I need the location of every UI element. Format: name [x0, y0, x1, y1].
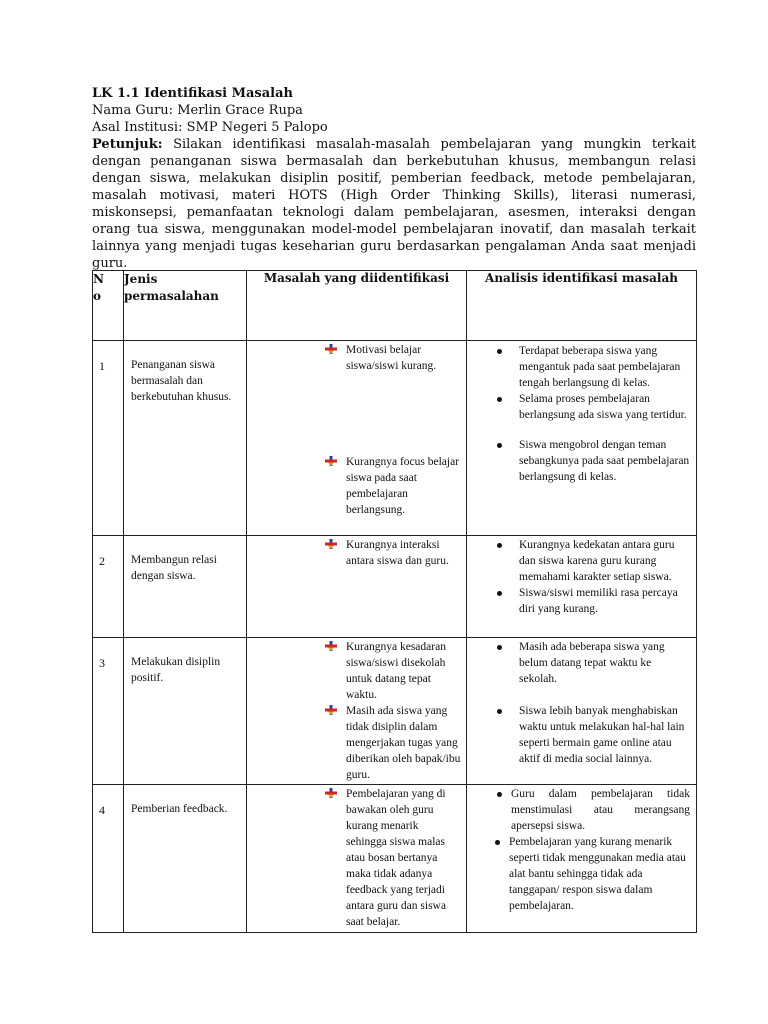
row-masalah [247, 785, 467, 933]
row-analisis [467, 638, 697, 785]
dot-bullet-icon [497, 709, 502, 714]
dot-bullet-icon [497, 792, 502, 797]
list-item: Pembelajaran yang kurang menarik seperti tidak menggunakan media atau alat bantu sehingga tidak ada tanggapan/ respon siswa dalam pembelajaran. [467, 834, 696, 914]
arrow-bullet-icon [325, 641, 337, 651]
list-item: Siswa lebih banyak menghabiskan waktu untuk melakukan hal-hal lain seperti bermain game online atau aktif di media social lainnya. [467, 703, 696, 767]
row-masalah [247, 638, 467, 785]
header-analisis: Analisis identifikasi masalah [467, 271, 697, 341]
list-item: Kurangnya focus belajar siswa pada saat pembelajaran berlangsung. [247, 454, 466, 518]
row-number: 1 [93, 341, 124, 536]
dot-bullet-icon [495, 840, 500, 845]
arrow-bullet-icon [325, 344, 337, 354]
header-masalah: Masalah yang diidentifikasi [247, 271, 467, 341]
institution: Asal Institusi: SMP Negeri 5 Palopo [92, 120, 328, 135]
row-jenis: Pemberian feedback. [124, 785, 247, 933]
dot-bullet-icon [497, 349, 502, 354]
list-item: Terdapat beberapa siswa yang mengantuk pada saat pembelajaran tengah berlangsung di kelas. [467, 343, 696, 391]
instructions [92, 136, 696, 272]
header-jenis: Jenis permasalahan [124, 271, 247, 341]
arrow-bullet-icon [325, 705, 337, 715]
row-jenis: Penanganan siswa bermasalah dan berkebutuhan khusus. [124, 341, 247, 536]
table-header-row [93, 271, 697, 341]
list-item: Siswa/siswi memiliki rasa percaya diri yang kurang. [467, 585, 696, 617]
row-masalah [247, 536, 467, 638]
arrow-bullet-icon [325, 788, 337, 798]
list-item: Motivasi belajar siswa/siswi kurang. [247, 342, 466, 374]
dot-bullet-icon [497, 397, 502, 402]
list-item: Kurangnya kedekatan antara guru dan siswa karena guru kurang memahami karakter setiap siswa. [467, 537, 696, 585]
list-item: Kurangnya interaksi antara siswa dan guru. [247, 537, 466, 569]
dot-bullet-icon [497, 443, 502, 448]
row-masalah [247, 341, 467, 536]
header-no: N o [93, 271, 124, 341]
document-header [92, 85, 696, 272]
table-row [93, 536, 697, 638]
instructions-text: Silakan identifikasi masalah-masalah pembelajaran yang mungkin terkait dengan penanganan siswa bermasalah dan berkebutuhan khusus, membangun relasi dengan siswa, melakukan disiplin positif, pemberian feedback, metode pembelajaran, masalah motivasi, materi HOTS (High Order Thinking Skills), literasi numerasi, miskonsepsi, pemanfaatan teknologi dalam pembelajaran, asesmen, interaksi dengan orang tua siswa, menggunakan model-model pembelajaran inovatif, dan masalah terkait lainnya yang menjadi tugas keseharian guru berdasarkan pengalaman Anda saat menjadi guru. [92, 137, 696, 271]
row-number: 2 [93, 536, 124, 638]
row-analisis [467, 536, 697, 638]
row-number: 3 [93, 638, 124, 785]
problem-table [92, 270, 697, 933]
row-jenis: Membangun relasi dengan siswa. [124, 536, 247, 638]
dot-bullet-icon [497, 543, 502, 548]
dot-bullet-icon [497, 645, 502, 650]
table-row [93, 785, 697, 933]
row-analisis [467, 341, 697, 536]
row-analisis [467, 785, 697, 933]
list-item: Selama proses pembelajaran berlangsung ada siswa yang tertidur. [467, 391, 696, 423]
list-item: Masih ada beberapa siswa yang belum datang tepat waktu ke sekolah. [467, 639, 696, 687]
arrow-bullet-icon [325, 456, 337, 466]
arrow-bullet-icon [325, 539, 337, 549]
list-item: Guru dalam pembelajaran tidak menstimulasi atau merangsang apersepsi siswa. [467, 786, 696, 834]
list-item: Siswa mengobrol dengan teman sebangkunya pada saat pembelajaran berlangsung di kelas. [467, 437, 696, 485]
row-jenis: Melakukan disiplin positif. [124, 638, 247, 785]
teacher-name: Nama Guru: Merlin Grace Rupa [92, 103, 303, 118]
list-item: Masih ada siswa yang tidak disiplin dalam mengerjakan tugas yang diberikan oleh bapak/ibu guru. [247, 703, 466, 783]
page-title: LK 1.1 Identifikasi Masalah [92, 86, 293, 101]
table-row [93, 638, 697, 785]
list-item: Kurangnya kesadaran siswa/siswi disekolah untuk datang tepat waktu. [247, 639, 466, 703]
instructions-label: Petunjuk: [92, 137, 163, 152]
table-row [93, 341, 697, 536]
list-item: Pembelajaran yang di bawakan oleh guru kurang menarik sehingga siswa malas atau bosan bertanya maka tidak adanya feedback yang terjadi antara guru dan siswa saat belajar. [247, 786, 466, 930]
row-number: 4 [93, 785, 124, 933]
dot-bullet-icon [497, 591, 502, 596]
